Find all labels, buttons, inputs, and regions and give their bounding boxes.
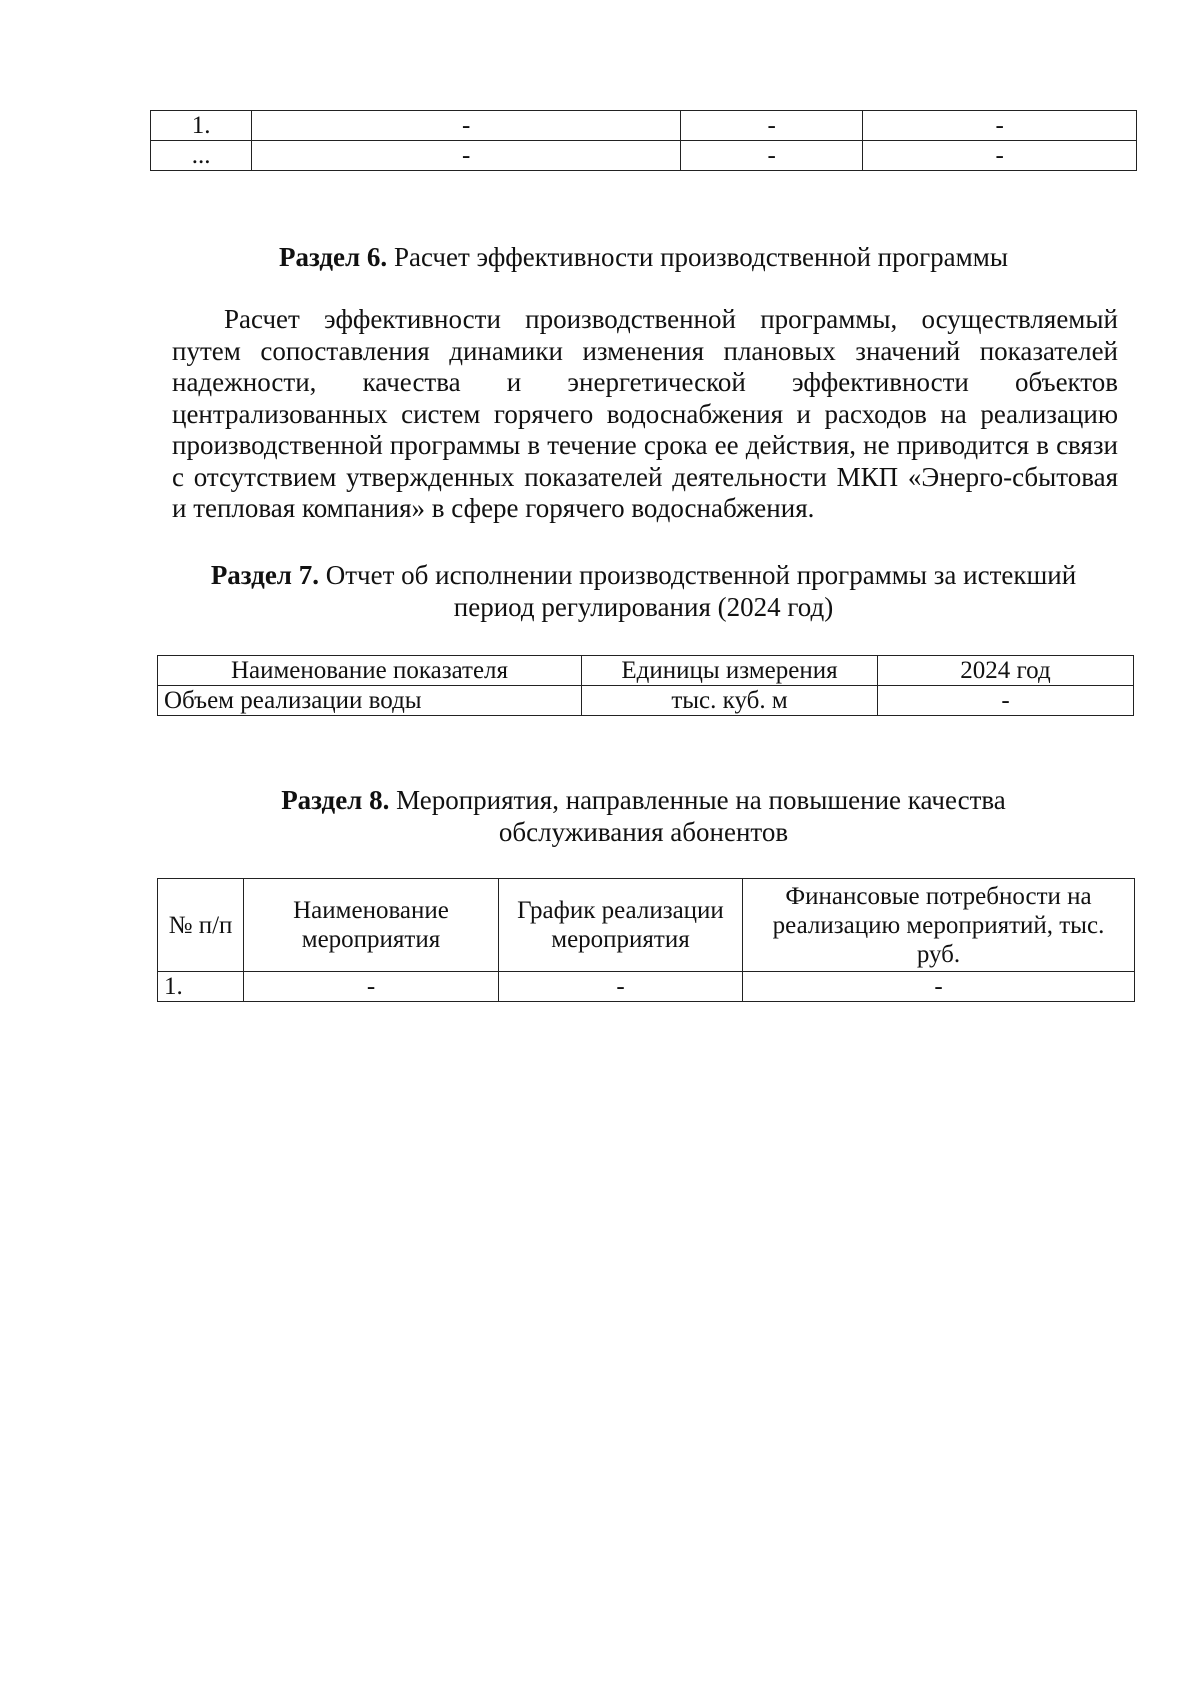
table-row xyxy=(158,972,1135,1002)
table-header-row xyxy=(158,656,1134,686)
section6-title: Расчет эффективности производственной программы xyxy=(387,242,1008,272)
table-cell: - xyxy=(878,686,1134,716)
column-header: Наименование мероприятия xyxy=(244,879,499,972)
table-row xyxy=(151,111,1137,141)
continuation-table xyxy=(150,110,1137,171)
table-cell: - xyxy=(743,972,1135,1002)
section7-table xyxy=(157,655,1134,716)
column-header: 2024 год xyxy=(878,656,1134,686)
column-header: Финансовые потребности на реализацию мероприятий, тыс. руб. xyxy=(743,879,1135,972)
table-cell: Объем реализации воды xyxy=(158,686,582,716)
section8-title-line2: обслуживания абонентов xyxy=(498,817,789,847)
table-cell: - xyxy=(244,972,499,1002)
section8-label: Раздел 8. xyxy=(281,785,390,815)
table-row xyxy=(151,141,1137,171)
column-header: Единицы измерения xyxy=(582,656,878,686)
row-number-cell: 1. xyxy=(151,111,252,141)
section8-title-line1: Мероприятия, направленные на повышение качества xyxy=(389,785,1006,815)
section6-heading xyxy=(150,241,1137,273)
column-header: № п/п xyxy=(158,879,244,972)
section8-table xyxy=(157,878,1135,1002)
section8-heading-line1 xyxy=(150,784,1137,816)
row-number-cell: 1. xyxy=(158,972,244,1002)
column-header: График реализации мероприятия xyxy=(499,879,743,972)
table-row xyxy=(158,686,1134,716)
table-header-row xyxy=(158,879,1135,972)
section7-label: Раздел 7. xyxy=(210,560,319,590)
column-header: Наименование показателя xyxy=(158,656,582,686)
section7-title-line1: Отчет об исполнении производственной программы за истекший xyxy=(318,560,1077,590)
section6-label: Раздел 6. xyxy=(279,242,388,272)
table-cell: тыс. куб. м xyxy=(582,686,878,716)
table-cell: - xyxy=(680,111,862,141)
section6-paragraph: Расчет эффективности производственной программы, осуществляемый путем сопоставления динамики изменения плановых значений показателей надежности, качества и энергетической эффективности объектов централизованных систем горячего водоснабжения и расходов на реализацию производственной программы в течение срока ее действия, не приводится в связи с отсутствием утвержденных показателей деятельности МКП «Энерго-сбытовая и тепловая компания» в сфере горячего водоснабжения. xyxy=(172,304,1118,523)
section8-heading xyxy=(150,784,1137,848)
table-cell: - xyxy=(252,141,681,171)
table-cell: - xyxy=(863,141,1137,171)
section7-title-line2: период регулирования (2024 год) xyxy=(453,592,834,622)
row-number-cell: ... xyxy=(151,141,252,171)
section7-heading-line1 xyxy=(150,559,1137,591)
section7-heading xyxy=(150,559,1137,623)
table-cell: - xyxy=(252,111,681,141)
table-cell: - xyxy=(499,972,743,1002)
table-cell: - xyxy=(680,141,862,171)
table-cell: - xyxy=(863,111,1137,141)
